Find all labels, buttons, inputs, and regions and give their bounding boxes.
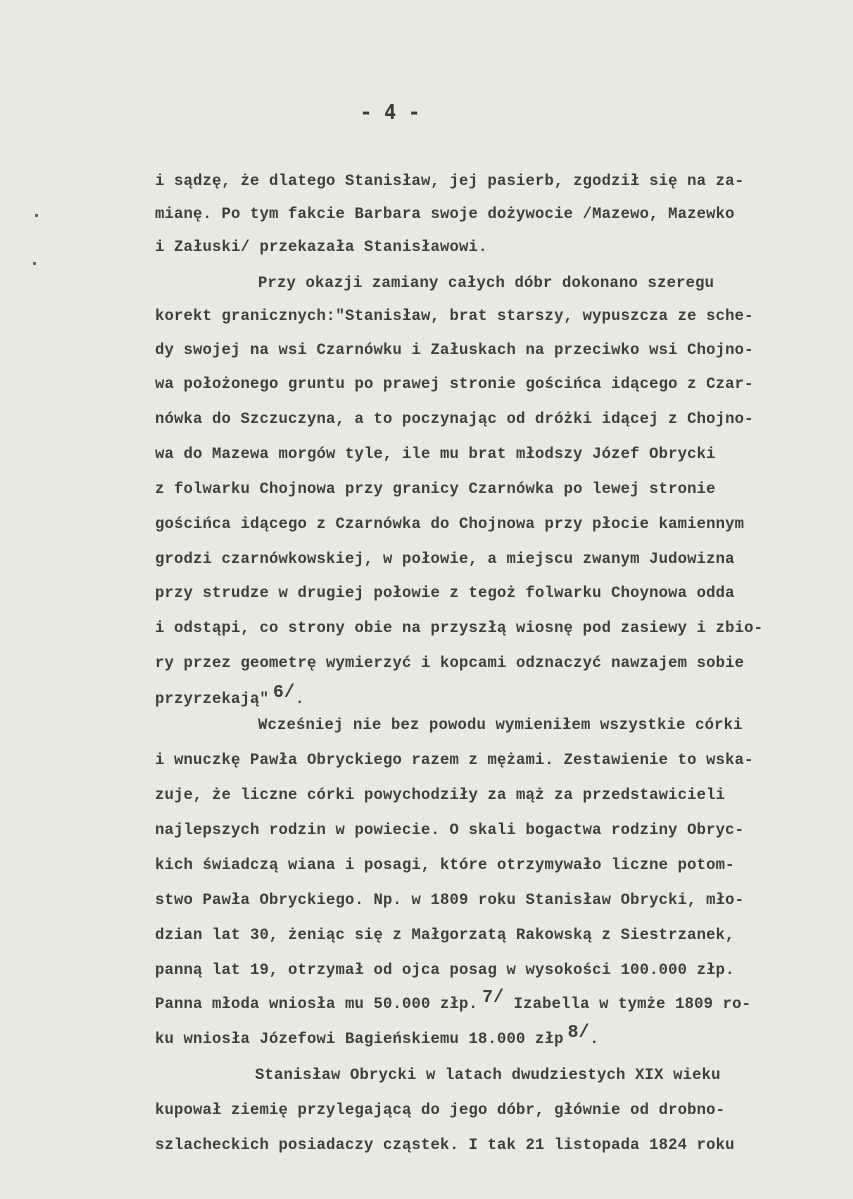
text-line: zuje, że liczne córki powychodziły za mąż za przedstawicieli <box>155 786 726 804</box>
text-line: grodzi czarnówkowskiej, w połowie, a miejscu zwanym Judowizna <box>155 550 735 568</box>
text-line: Przy okazji zamiany całych dóbr dokonano szeregu <box>258 274 715 292</box>
text-line: ry przez geometrę wymierzyć i kopcami odznaczyć nawzajem sobie <box>155 654 745 672</box>
text-line: i wnuczkę Pawła Obryckiego razem z mężami. Zestawienie to wska- <box>155 751 754 769</box>
text-line: Stanisław Obrycki w latach dwudziestych XIX wieku <box>255 1066 721 1084</box>
text-line: i sądzę, że dlatego Stanisław, jej pasierb, zgodził się na za- <box>155 172 745 190</box>
footnote-ref-6: 6/ <box>273 683 296 703</box>
text-line: kich świadczą wiana i posagi, które otrzymywało liczne potom- <box>155 856 735 874</box>
margin-mark <box>35 214 38 217</box>
text-line <box>155 988 752 1014</box>
text-line: stwo Pawła Obryckiego. Np. w 1809 roku Stanisław Obrycki, mło- <box>155 891 745 909</box>
text-line: nówka do Szczuczyna, a to poczynając od dróżki idącej z Chojno- <box>155 410 754 428</box>
text-line: wa do Mazewa morgów tyle, ile mu brat młodszy Józef Obrycki <box>155 445 716 463</box>
text-line: i Załuski/ przekazała Stanisławowi. <box>155 238 488 256</box>
text-line: i odstąpi, co strony obie na przyszłą wiosnę pod zasiewy i zbio- <box>155 619 764 637</box>
footnote-ref-8: 8/ <box>567 1023 590 1043</box>
text-line <box>155 1023 600 1049</box>
text-line: wa położonego gruntu po prawej stronie gościńca idącego z Czar- <box>155 375 754 393</box>
text-line: panną lat 19, otrzymał od ojca posag w wysokości 100.000 złp. <box>155 961 735 979</box>
text-line: gościńca idącego z Czarnówka do Chojnowa przy płocie kamiennym <box>155 515 745 533</box>
text-line: mianę. Po tym fakcie Barbara swoje dożywocie /Mazewo, Mazewko <box>155 205 735 223</box>
period-punct: . <box>589 1030 600 1048</box>
margin-mark <box>33 262 36 265</box>
text-segment: Izabella w tymże 1809 ro- <box>513 995 752 1013</box>
text-line: najlepszych rodzin w powiecie. O skali bogactwa rodziny Obryc- <box>155 821 745 839</box>
text-segment: przyrzekają" <box>155 690 270 708</box>
text-segment: ku wniosła Józefowi Bagieńskiemu 18.000 złp <box>155 1030 564 1048</box>
text-line: kupował ziemię przylegającą do jego dóbr, głównie od drobno- <box>155 1101 726 1119</box>
text-line: przy strudze w drugiej połowie z tegoż folwarku Choynowa odda <box>155 584 735 602</box>
page-number: - 4 - <box>360 100 421 124</box>
text-line <box>155 683 305 709</box>
period-punct: . <box>295 690 305 708</box>
text-line: dzian lat 30, żeniąc się z Małgorzatą Rakowską z Siestrzanek, <box>155 926 735 944</box>
text-line: korekt granicznych:"Stanisław, brat starszy, wypuszcza ze sche- <box>155 307 754 325</box>
text-line: szlacheckich posiadaczy cząstek. I tak 21 listopada 1824 roku <box>155 1136 735 1154</box>
text-segment: Panna młoda wniosła mu 50.000 złp. <box>155 995 479 1013</box>
text-line: dy swojej na wsi Czarnówku i Załuskach na przeciwko wsi Chojno- <box>155 341 754 359</box>
text-line: Wcześniej nie bez powodu wymieniłem wszystkie córki <box>258 716 743 734</box>
footnote-ref-7: 7/ <box>482 988 505 1008</box>
text-line: z folwarku Chojnowa przy granicy Czarnówka po lewej stronie <box>155 480 716 498</box>
